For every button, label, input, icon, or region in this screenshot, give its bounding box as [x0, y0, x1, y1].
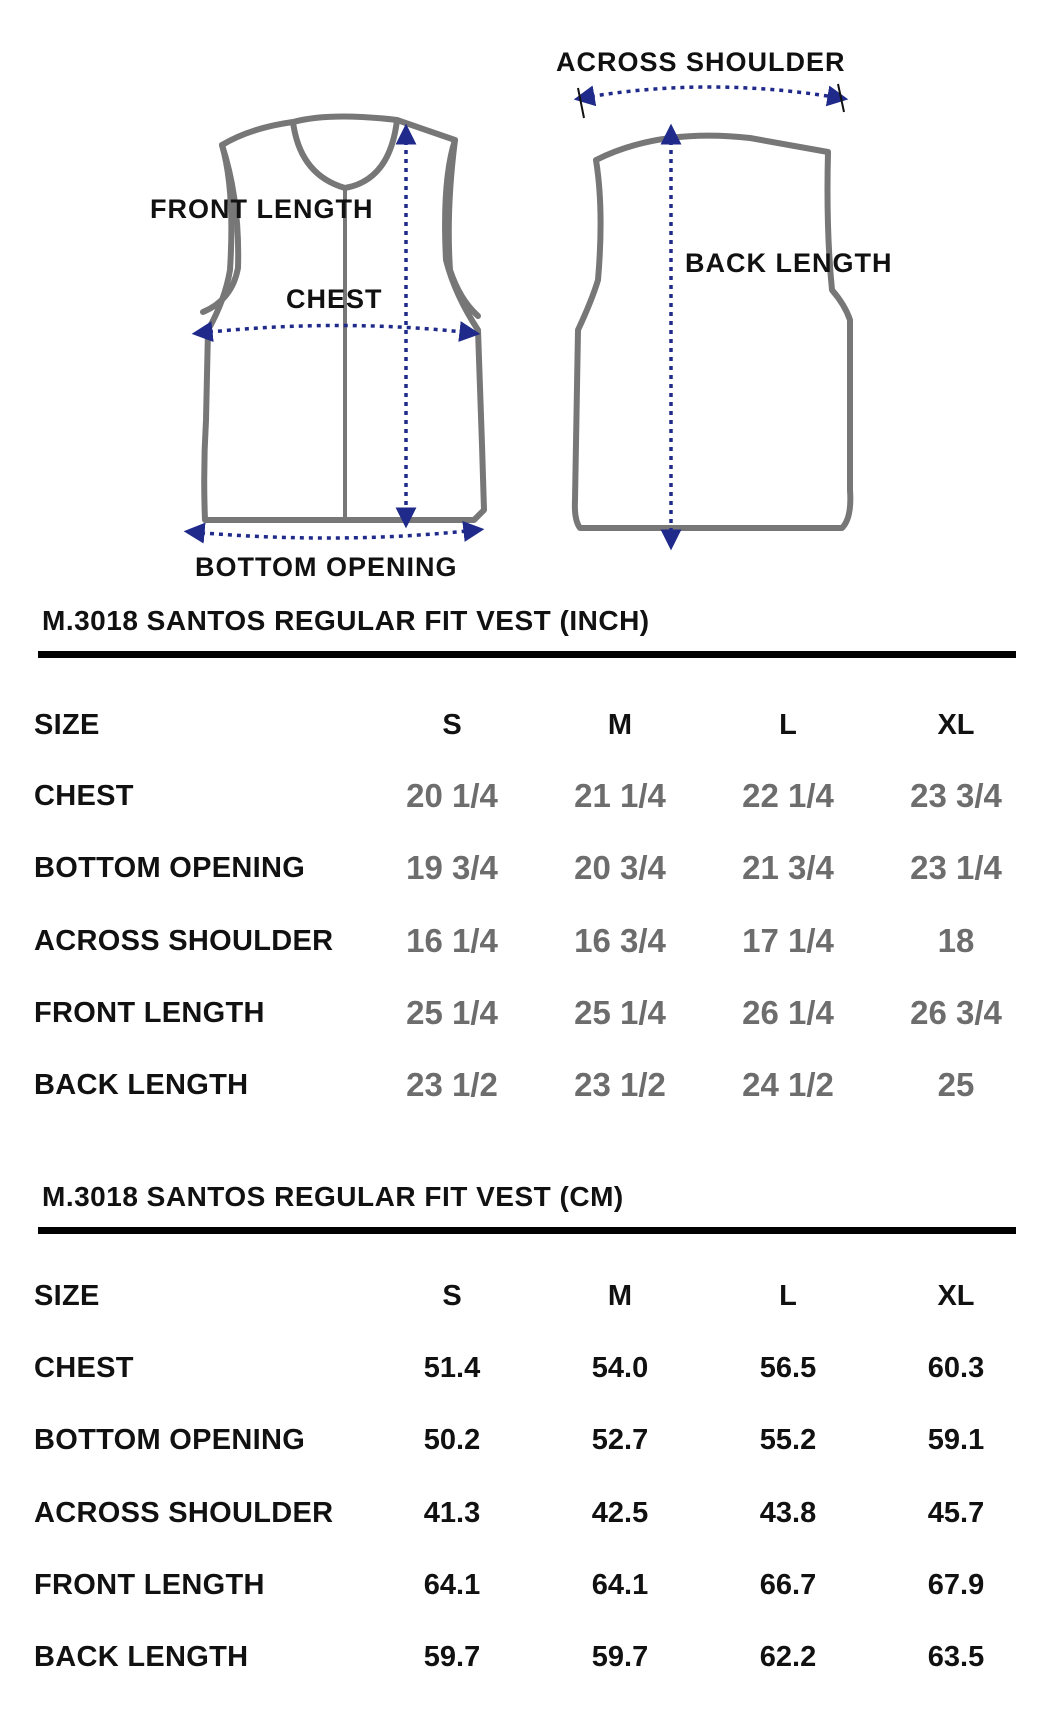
row-label: FRONT LENGTH — [34, 997, 265, 1029]
cell-value: 54.0 — [591, 1352, 649, 1384]
chest-measure — [200, 326, 472, 334]
cell-value: 19 3/4 — [406, 849, 498, 886]
row-label: BACK LENGTH — [34, 1641, 249, 1673]
cell-value: 20 1/4 — [406, 777, 498, 814]
cell-value: 51.4 — [423, 1352, 481, 1384]
cell-value: 56.5 — [759, 1352, 817, 1384]
inch-header-row — [0, 695, 1046, 755]
row-label: BACK LENGTH — [34, 1069, 249, 1101]
size-xl-header: XL — [937, 709, 975, 741]
cell-value: 24 1/2 — [742, 1066, 834, 1103]
size-header: SIZE — [34, 709, 100, 741]
table-row — [0, 1055, 1046, 1115]
cm-header-row — [0, 1266, 1046, 1326]
cell-value: 59.7 — [423, 1641, 481, 1673]
cell-value: 50.2 — [423, 1424, 481, 1456]
cell-value: 25 — [937, 1066, 975, 1103]
cell-value: 26 1/4 — [742, 994, 834, 1031]
cell-value: 17 1/4 — [742, 922, 834, 959]
cell-value: 64.1 — [591, 1569, 649, 1601]
cell-value: 26 3/4 — [910, 994, 1002, 1031]
cell-value: 63.5 — [927, 1641, 985, 1673]
cell-value: 66.7 — [759, 1569, 817, 1601]
cell-value: 25 1/4 — [406, 994, 498, 1031]
cm-table-divider — [38, 1227, 1016, 1234]
shoulder-tick-right — [838, 84, 844, 112]
back-length-label: BACK LENGTH — [685, 248, 893, 278]
cm-table-title: M.3018 SANTOS REGULAR FIT VEST (CM) — [42, 1181, 624, 1212]
size-s-header: S — [442, 1280, 462, 1312]
chest-label: CHEST — [286, 284, 383, 314]
row-label: CHEST — [34, 780, 134, 812]
cell-value: 21 1/4 — [574, 777, 666, 814]
cell-value: 52.7 — [591, 1424, 649, 1456]
cell-value: 23 3/4 — [910, 777, 1002, 814]
inch-size-chart — [0, 600, 1046, 1120]
cell-value: 67.9 — [927, 1569, 985, 1601]
cell-value: 22 1/4 — [742, 777, 834, 814]
row-label: BOTTOM OPENING — [34, 1424, 306, 1456]
inch-table-title: M.3018 SANTOS REGULAR FIT VEST (INCH) — [42, 605, 650, 636]
bottom-opening-measure — [192, 530, 476, 538]
cell-value: 59.1 — [927, 1424, 985, 1456]
across-shoulder-label: ACROSS SHOULDER — [556, 47, 846, 77]
size-xl-header: XL — [937, 1280, 975, 1312]
table-row — [0, 1627, 1046, 1687]
size-header: SIZE — [34, 1280, 100, 1312]
cell-value: 64.1 — [423, 1569, 481, 1601]
cell-value: 23 1/2 — [406, 1066, 498, 1103]
table-row — [0, 1555, 1046, 1615]
size-l-header: L — [779, 709, 797, 741]
front-vest-illustration — [203, 116, 484, 520]
cell-value: 16 3/4 — [574, 922, 666, 959]
cell-value: 21 3/4 — [742, 849, 834, 886]
cell-value: 23 1/4 — [910, 849, 1002, 886]
row-label: ACROSS SHOULDER — [34, 1497, 334, 1529]
cell-value: 25 1/4 — [574, 994, 666, 1031]
size-s-header: S — [442, 709, 462, 741]
table-row — [0, 911, 1046, 971]
back-vest-illustration — [575, 136, 850, 528]
shoulder-tick-left — [578, 88, 584, 118]
row-label: ACROSS SHOULDER — [34, 925, 334, 957]
size-l-header: L — [779, 1280, 797, 1312]
cell-value: 62.2 — [759, 1641, 817, 1673]
table-row — [0, 766, 1046, 826]
cell-value: 43.8 — [759, 1497, 817, 1529]
across-shoulder-measure — [582, 87, 840, 98]
cell-value: 16 1/4 — [406, 922, 498, 959]
inch-table-divider — [38, 651, 1016, 658]
cell-value: 23 1/2 — [574, 1066, 666, 1103]
cell-value: 60.3 — [927, 1352, 985, 1384]
row-label: BOTTOM OPENING — [34, 852, 306, 884]
cell-value: 59.7 — [591, 1641, 649, 1673]
bottom-opening-label: BOTTOM OPENING — [195, 552, 458, 582]
cell-value: 18 — [937, 922, 975, 959]
row-label: CHEST — [34, 1352, 134, 1384]
table-row — [0, 1483, 1046, 1543]
table-row — [0, 983, 1046, 1043]
front-length-label: FRONT LENGTH — [150, 194, 374, 224]
cell-value: 45.7 — [927, 1497, 985, 1529]
cell-value: 41.3 — [423, 1497, 481, 1529]
table-row — [0, 838, 1046, 898]
cell-value: 42.5 — [591, 1497, 649, 1529]
size-m-header: M — [607, 709, 633, 741]
cm-size-chart — [0, 1175, 1046, 1715]
row-label: FRONT LENGTH — [34, 1569, 265, 1601]
size-m-header: M — [607, 1280, 633, 1312]
table-row — [0, 1338, 1046, 1398]
cell-value: 20 3/4 — [574, 849, 666, 886]
table-row — [0, 1410, 1046, 1470]
vest-measurement-diagram — [0, 0, 1046, 600]
cell-value: 55.2 — [759, 1424, 817, 1456]
